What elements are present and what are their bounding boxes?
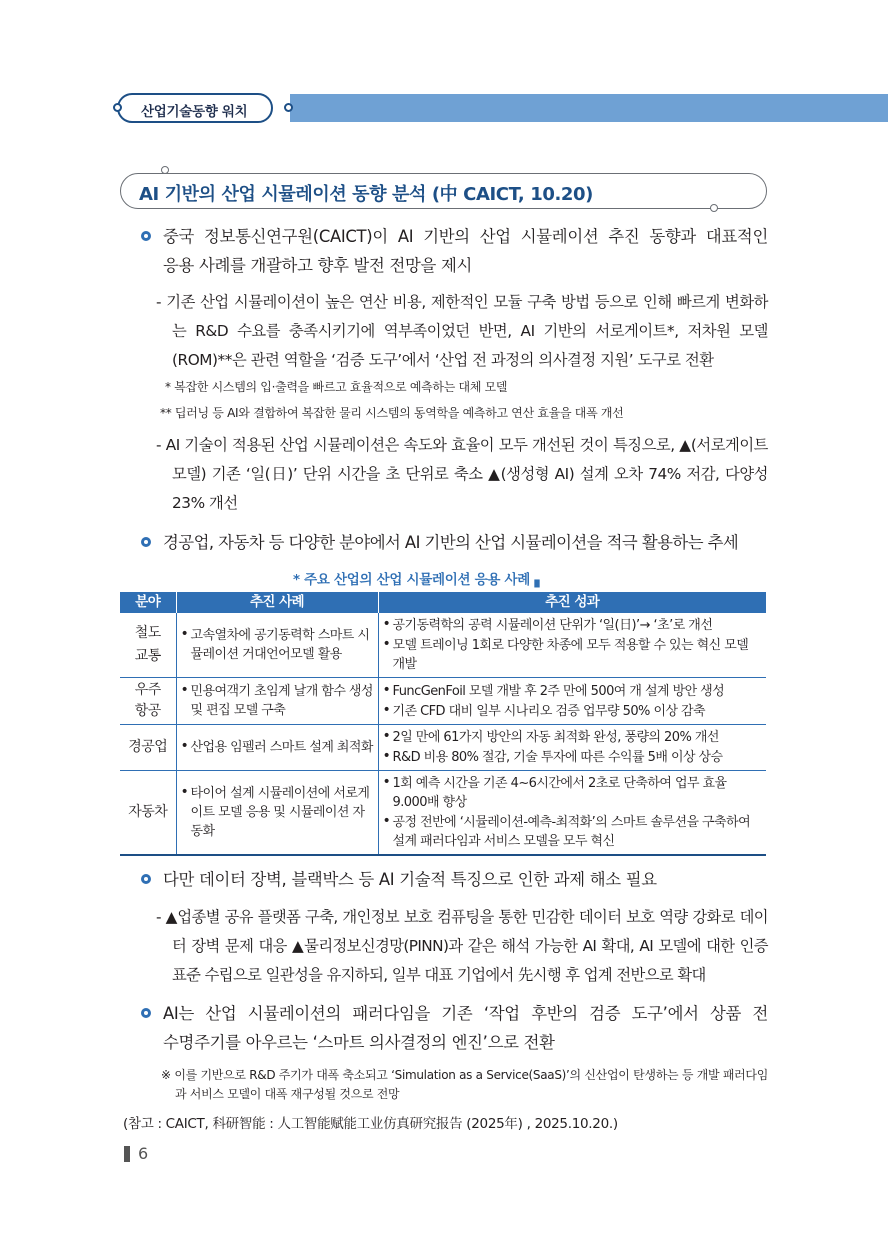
bullet-1-sub-2: - AI 기술이 적용된 산업 시뮬레이션은 속도와 효율이 모두 개선된 것이 특징으로, ▲(서로게이트 모델) 기존 ‘일(日)’ 단위 시간을 초 단위로 축소 ▲(생성형 AI) 설계 오차 74% 저감, 다양성 23% 개선 <box>156 436 768 512</box>
bullet-1-line-2: 응용 사례를 개괄하고 향후 발전 전망을 제시 <box>163 256 473 275</box>
dot-icon <box>161 166 169 174</box>
column-header: 추진 성과 <box>378 592 766 613</box>
dot-icon <box>113 103 122 112</box>
footnote-1: * 복잡한 시스템의 입·출력을 빠르고 효율적으로 예측하는 대체 모델 <box>165 380 508 394</box>
table-row <box>120 678 766 725</box>
bullet-4-line-1: AI는 산업 시뮬레이션의 패러다임을 기존 ‘작업 후반의 검증 도구’에서 상품 전 <box>163 1004 768 1023</box>
dot-icon <box>284 103 293 112</box>
bullet-3-sub: - ▲업종별 공유 플랫폼 구축, 개인정보 보호 컴퓨팅을 통한 민감한 데이터 보호 역량 강화로 데이터 장벽 문제 대응 ▲물리정보신경망(PINN)과 같은 해석 가능한 AI 확대, AI 모델에 대한 인증 표준 수립으로 일관성을 유지하되, 일부 대표 기업에서 先시행 후 업계 전반으로 확대 <box>156 908 768 984</box>
page-title: AI 기반의 산업 시뮬레이션 동향 분석 (中 CAICT, 10.20) <box>139 184 593 205</box>
results-cell <box>378 725 766 771</box>
result-item: • 공정 전반에 ‘시뮬레이션-예측-최적화’의 스마트 솔루션을 구축하여 설계 패러다임과 서비스 모델을 모두 혁신 <box>383 813 763 851</box>
bullet-4-note: ※ 이를 기반으로 R&D 주기가 대폭 축소되고 ‘Simulation as a Service(SaaS)’의 신산업이 탄생하는 등 개발 패러다임과 서비스 모델이 대폭 재구성될 것으로 전망 <box>161 1068 768 1101</box>
table-row <box>120 613 766 678</box>
table-caption: * 주요 산업의 산업 시뮬레이션 응용 사례 ▖ <box>293 572 545 588</box>
cases-cell <box>176 725 378 771</box>
table-row <box>120 771 766 856</box>
bullet-4 <box>163 999 768 1057</box>
result-item: • 공기동력학의 공력 시뮬레이션 단위가 ‘일(日)’→ ‘초’로 개선 <box>383 616 763 635</box>
field-cell: 자동차 <box>120 771 176 856</box>
table-row <box>120 725 766 771</box>
result-item: • 1회 예측 시간을 기존 4~6시간에서 2초로 단축하여 업무 효율 9.000배 향상 <box>383 774 763 812</box>
table-header-row <box>120 592 766 613</box>
result-item: • FuncGenFoil 모델 개발 후 2주 만에 500여 개 설계 방안 생성 <box>383 682 763 701</box>
bullet-4-line-2: 수명주기를 아우르는 ‘스마트 의사결정의 엔진’으로 전환 <box>163 1033 555 1052</box>
results-cell <box>378 613 766 678</box>
field-cell: 경공업 <box>120 725 176 771</box>
case-item: • 산업용 임펠러 스마트 설계 최적화 <box>181 738 374 757</box>
bullet-ring-icon <box>141 231 151 241</box>
case-item: • 민용여객기 초임계 날개 함수 생성 및 편집 모델 구축 <box>181 682 374 720</box>
bullet-2: 경공업, 자동차 등 다양한 분야에서 AI 기반의 산업 시뮬레이션을 적극 활용하는 추세 <box>163 533 739 552</box>
case-item: • 타이어 설계 시뮬레이션에 서로게이트 모델 응용 및 시뮬레이션 자동화 <box>181 784 374 841</box>
bullet-3: 다만 데이터 장벽, 블랙박스 등 AI 기술적 특징으로 인한 과제 해소 필요 <box>163 870 657 889</box>
case-item: • 고속열차에 공기동력학 스마트 시뮬레이션 거대언어모델 활용 <box>181 626 374 664</box>
column-header: 분야 <box>120 592 176 613</box>
cases-cell <box>176 613 378 678</box>
page-number: 6 <box>138 1144 149 1163</box>
footnote-2: ** 딥러닝 등 AI와 결합하여 복잡한 물리 시스템의 동역학을 예측하고 연산 효율을 대폭 개선 <box>160 406 624 420</box>
section-label: 산업기술동향 워치 <box>141 104 248 120</box>
header-band <box>290 94 888 122</box>
result-item: • 모델 트레이닝 1회로 다양한 차종에 모두 적용할 수 있는 혁신 모델 개발 <box>383 636 763 674</box>
bullet-ring-icon <box>141 874 151 884</box>
case-table <box>120 592 766 856</box>
cases-cell <box>176 678 378 725</box>
page-marker <box>124 1146 130 1162</box>
column-header: 추진 사례 <box>176 592 378 613</box>
result-item: • R&D 비용 80% 절감, 기술 투자에 따른 수익률 5배 이상 상승 <box>383 748 763 767</box>
cases-cell <box>176 771 378 856</box>
bullet-1 <box>163 222 768 280</box>
results-cell <box>378 771 766 856</box>
field-cell: 우주 항공 <box>120 678 176 725</box>
result-item: • 기존 CFD 대비 일부 시나리오 검증 업무량 50% 이상 감축 <box>383 702 763 721</box>
bullet-ring-icon <box>141 1008 151 1018</box>
bullet-1-sub-1: - 기존 산업 시뮬레이션이 높은 연산 비용, 제한적인 모듈 구축 방법 등으로 인해 빠르게 변화하는 R&D 수요를 충족시키기에 역부족이었던 반면, AI 기반의 서로게이트*, 저차원 모델(ROM)**은 관련 역할을 ‘검증 도구’에서 ‘산업 전 과정의 의사결정 지원’ 도구로 전환 <box>156 293 768 369</box>
dot-icon <box>710 204 718 212</box>
reference: (참고 : CAICT, 科研智能 : 人工智能赋能工业仿真研究报告 (2025年) , 2025.10.20.) <box>123 1116 618 1132</box>
field-cell: 철도 교통 <box>120 613 176 678</box>
bullet-1-line-1: 중국 정보통신연구원(CAICT)이 AI 기반의 산업 시뮬레이션 추진 동향과 대표적인 <box>163 227 768 246</box>
bullet-ring-icon <box>141 537 151 547</box>
result-item: • 2일 만에 61가지 방안의 자동 최적화 완성, 풍량의 20% 개선 <box>383 728 763 747</box>
results-cell <box>378 678 766 725</box>
